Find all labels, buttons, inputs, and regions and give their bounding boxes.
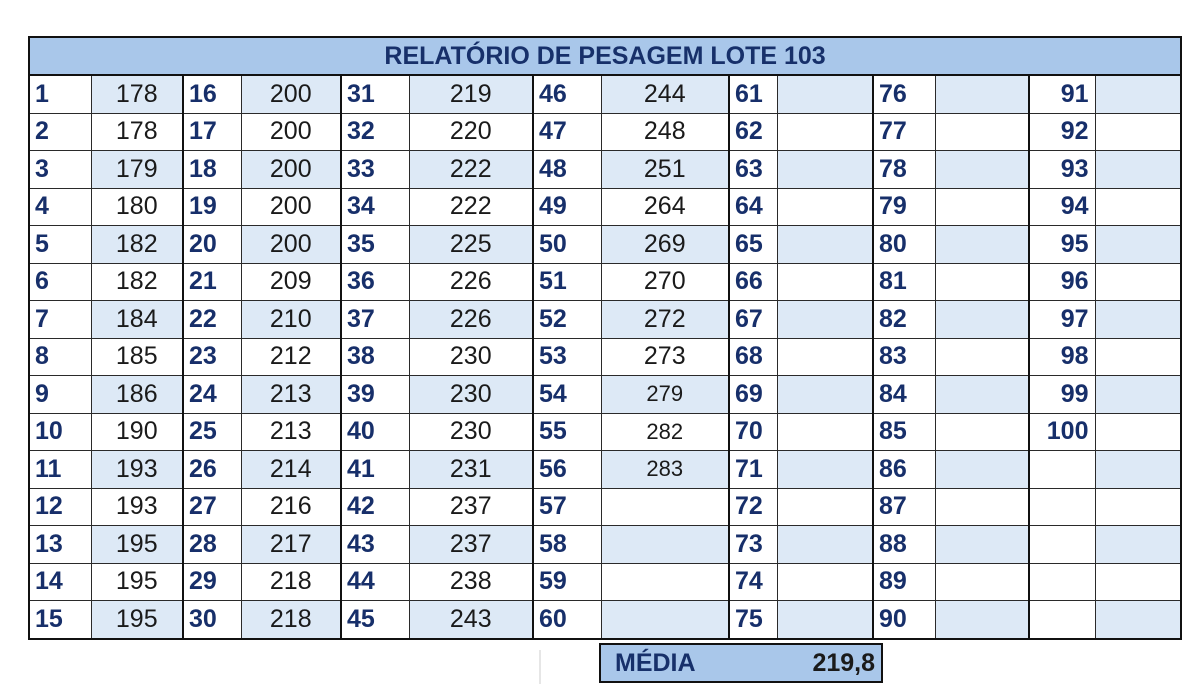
- animal-number-cell: 61: [729, 75, 777, 113]
- animal-number-cell: 33: [341, 151, 409, 189]
- weight-cell: 218: [241, 601, 341, 639]
- weight-cell: [1095, 226, 1181, 264]
- weight-cell: 210: [241, 301, 341, 339]
- animal-number-cell: 1: [29, 75, 91, 113]
- table-row: [29, 113, 1181, 151]
- weight-cell: [777, 113, 873, 151]
- weight-cell: 212: [241, 338, 341, 376]
- animal-number-cell: 22: [183, 301, 241, 339]
- animal-number-cell: 46: [533, 75, 601, 113]
- animal-number-cell: 82: [873, 301, 935, 339]
- weight-cell: 217: [241, 526, 341, 564]
- animal-number-cell: 88: [873, 526, 935, 564]
- animal-number-cell: 12: [29, 488, 91, 526]
- animal-number-cell: 60: [533, 601, 601, 639]
- weight-cell: 213: [241, 413, 341, 451]
- animal-number-cell: 54: [533, 376, 601, 414]
- weight-cell: [601, 526, 729, 564]
- animal-number-cell: 17: [183, 113, 241, 151]
- animal-number-cell: 8: [29, 338, 91, 376]
- animal-number-cell: 48: [533, 151, 601, 189]
- animal-number-cell: 16: [183, 75, 241, 113]
- animal-number-cell: 84: [873, 376, 935, 414]
- animal-number-cell: 41: [341, 451, 409, 489]
- weight-cell: 214: [241, 451, 341, 489]
- weight-cell: 272: [601, 301, 729, 339]
- weight-cell: [777, 75, 873, 113]
- animal-number-cell: 43: [341, 526, 409, 564]
- weight-cell: [1095, 151, 1181, 189]
- animal-number-cell: 7: [29, 301, 91, 339]
- weight-cell: 190: [91, 413, 183, 451]
- animal-number-cell: 96: [1029, 263, 1095, 301]
- animal-number-cell: 86: [873, 451, 935, 489]
- animal-number-cell: 27: [183, 488, 241, 526]
- weight-cell: [1095, 301, 1181, 339]
- animal-number-cell: 29: [183, 563, 241, 601]
- animal-number-cell: [1029, 526, 1095, 564]
- weight-cell: 225: [409, 226, 533, 264]
- weight-cell: 216: [241, 488, 341, 526]
- weight-cell: [1095, 601, 1181, 639]
- animal-number-cell: 93: [1029, 151, 1095, 189]
- animal-number-cell: 97: [1029, 301, 1095, 339]
- animal-number-cell: 50: [533, 226, 601, 264]
- animal-number-cell: 44: [341, 563, 409, 601]
- animal-number-cell: 51: [533, 263, 601, 301]
- weight-cell: [935, 188, 1029, 226]
- weight-cell: 220: [409, 113, 533, 151]
- weight-cell: 178: [91, 113, 183, 151]
- animal-number-cell: 57: [533, 488, 601, 526]
- weight-cell: 226: [409, 301, 533, 339]
- table-row: [29, 563, 1181, 601]
- animal-number-cell: 71: [729, 451, 777, 489]
- weight-cell: 237: [409, 526, 533, 564]
- animal-number-cell: 47: [533, 113, 601, 151]
- weight-cell: 238: [409, 563, 533, 601]
- weight-cell: [777, 488, 873, 526]
- weight-cell: 279: [601, 376, 729, 414]
- weight-cell: 178: [91, 75, 183, 113]
- animal-number-cell: 77: [873, 113, 935, 151]
- weight-cell: 222: [409, 151, 533, 189]
- animal-number-cell: 20: [183, 226, 241, 264]
- table-row: [29, 75, 1181, 113]
- table-row: [29, 413, 1181, 451]
- weight-cell: [935, 563, 1029, 601]
- weight-cell: [935, 601, 1029, 639]
- table-row: [29, 451, 1181, 489]
- animal-number-cell: 89: [873, 563, 935, 601]
- animal-number-cell: 35: [341, 226, 409, 264]
- weight-cell: [1095, 376, 1181, 414]
- weight-cell: [935, 526, 1029, 564]
- weight-cell: [1095, 526, 1181, 564]
- table-row: [29, 301, 1181, 339]
- animal-number-cell: [1029, 451, 1095, 489]
- animal-number-cell: 42: [341, 488, 409, 526]
- animal-number-cell: [1029, 488, 1095, 526]
- animal-number-cell: 85: [873, 413, 935, 451]
- weight-cell: [777, 376, 873, 414]
- table-row: [29, 376, 1181, 414]
- weight-cell: 230: [409, 376, 533, 414]
- animal-number-cell: 66: [729, 263, 777, 301]
- weight-cell: 213: [241, 376, 341, 414]
- average-label: MÉDIA: [615, 648, 696, 677]
- weight-cell: 282: [601, 413, 729, 451]
- animal-number-cell: 49: [533, 188, 601, 226]
- weight-cell: 226: [409, 263, 533, 301]
- weight-cell: 200: [241, 151, 341, 189]
- animal-number-cell: 2: [29, 113, 91, 151]
- animal-number-cell: 92: [1029, 113, 1095, 151]
- weight-cell: 230: [409, 338, 533, 376]
- weight-cell: 193: [91, 451, 183, 489]
- table-row: [29, 488, 1181, 526]
- weight-cell: 244: [601, 75, 729, 113]
- animal-number-cell: 31: [341, 75, 409, 113]
- weight-cell: 237: [409, 488, 533, 526]
- weight-cell: 218: [241, 563, 341, 601]
- animal-number-cell: 14: [29, 563, 91, 601]
- animal-number-cell: 6: [29, 263, 91, 301]
- weight-cell: [935, 376, 1029, 414]
- animal-number-cell: 15: [29, 601, 91, 639]
- weight-cell: [777, 451, 873, 489]
- weight-cell: 251: [601, 151, 729, 189]
- weight-cell: [935, 338, 1029, 376]
- animal-number-cell: 70: [729, 413, 777, 451]
- animal-number-cell: 79: [873, 188, 935, 226]
- weight-cell: 209: [241, 263, 341, 301]
- animal-number-cell: 94: [1029, 188, 1095, 226]
- weight-cell: [601, 563, 729, 601]
- weight-cell: [1095, 75, 1181, 113]
- animal-number-cell: 53: [533, 338, 601, 376]
- animal-number-cell: 65: [729, 226, 777, 264]
- weight-cell: [601, 601, 729, 639]
- animal-number-cell: 10: [29, 413, 91, 451]
- weight-cell: [935, 113, 1029, 151]
- weight-cell: 243: [409, 601, 533, 639]
- animal-number-cell: 83: [873, 338, 935, 376]
- weight-cell: [935, 488, 1029, 526]
- weight-cell: 200: [241, 188, 341, 226]
- animal-number-cell: 38: [341, 338, 409, 376]
- animal-number-cell: 25: [183, 413, 241, 451]
- weight-cell: 185: [91, 338, 183, 376]
- weight-cell: [1095, 338, 1181, 376]
- average-value: 219,8: [812, 648, 875, 677]
- animal-number-cell: 5: [29, 226, 91, 264]
- average-summary: [599, 643, 883, 683]
- table-row: [29, 151, 1181, 189]
- weight-cell: [777, 526, 873, 564]
- weight-cell: 230: [409, 413, 533, 451]
- weight-cell: 179: [91, 151, 183, 189]
- animal-number-cell: 24: [183, 376, 241, 414]
- animal-number-cell: 52: [533, 301, 601, 339]
- weight-cell: 270: [601, 263, 729, 301]
- animal-number-cell: 40: [341, 413, 409, 451]
- weight-cell: 248: [601, 113, 729, 151]
- weight-cell: [777, 263, 873, 301]
- table-row: [29, 526, 1181, 564]
- table-row: [29, 263, 1181, 301]
- animal-number-cell: 64: [729, 188, 777, 226]
- animal-number-cell: [1029, 563, 1095, 601]
- animal-number-cell: 9: [29, 376, 91, 414]
- animal-number-cell: 18: [183, 151, 241, 189]
- weight-cell: [1095, 413, 1181, 451]
- weight-cell: [1095, 188, 1181, 226]
- weight-cell: 269: [601, 226, 729, 264]
- table-row: [29, 338, 1181, 376]
- table-row: [29, 226, 1181, 264]
- animal-number-cell: 39: [341, 376, 409, 414]
- animal-number-cell: 37: [341, 301, 409, 339]
- weight-cell: [777, 151, 873, 189]
- weight-cell: [935, 263, 1029, 301]
- weight-cell: 182: [91, 226, 183, 264]
- divider-line: [539, 650, 541, 684]
- weight-cell: 195: [91, 601, 183, 639]
- weight-cell: [777, 413, 873, 451]
- animal-number-cell: 11: [29, 451, 91, 489]
- animal-number-cell: 28: [183, 526, 241, 564]
- weight-cell: 195: [91, 526, 183, 564]
- weight-cell: 200: [241, 75, 341, 113]
- animal-number-cell: 91: [1029, 75, 1095, 113]
- weight-cell: 195: [91, 563, 183, 601]
- animal-number-cell: 76: [873, 75, 935, 113]
- animal-number-cell: 34: [341, 188, 409, 226]
- animal-number-cell: 100: [1029, 413, 1095, 451]
- animal-number-cell: 32: [341, 113, 409, 151]
- weight-cell: 222: [409, 188, 533, 226]
- weight-cell: [935, 75, 1029, 113]
- weight-cell: 273: [601, 338, 729, 376]
- animal-number-cell: 45: [341, 601, 409, 639]
- weight-cell: [777, 563, 873, 601]
- weight-cell: [1095, 263, 1181, 301]
- weight-cell: 200: [241, 113, 341, 151]
- animal-number-cell: 21: [183, 263, 241, 301]
- animal-number-cell: 4: [29, 188, 91, 226]
- animal-number-cell: 81: [873, 263, 935, 301]
- animal-number-cell: [1029, 601, 1095, 639]
- weight-cell: [935, 301, 1029, 339]
- table-row: [29, 601, 1181, 639]
- animal-number-cell: 62: [729, 113, 777, 151]
- animal-number-cell: 36: [341, 263, 409, 301]
- weight-cell: [1095, 451, 1181, 489]
- report-title: RELATÓRIO DE PESAGEM LOTE 103: [29, 37, 1181, 75]
- animal-number-cell: 87: [873, 488, 935, 526]
- weighing-report-table: [28, 36, 1182, 640]
- weight-cell: [777, 226, 873, 264]
- weight-cell: [777, 338, 873, 376]
- table-row: [29, 188, 1181, 226]
- weight-cell: [935, 151, 1029, 189]
- animal-number-cell: 90: [873, 601, 935, 639]
- animal-number-cell: 26: [183, 451, 241, 489]
- animal-number-cell: 19: [183, 188, 241, 226]
- weight-cell: [1095, 488, 1181, 526]
- animal-number-cell: 13: [29, 526, 91, 564]
- animal-number-cell: 98: [1029, 338, 1095, 376]
- animal-number-cell: 63: [729, 151, 777, 189]
- weight-cell: 200: [241, 226, 341, 264]
- animal-number-cell: 75: [729, 601, 777, 639]
- animal-number-cell: 99: [1029, 376, 1095, 414]
- animal-number-cell: 58: [533, 526, 601, 564]
- weight-cell: 264: [601, 188, 729, 226]
- weight-cell: 283: [601, 451, 729, 489]
- weight-cell: [935, 451, 1029, 489]
- animal-number-cell: 69: [729, 376, 777, 414]
- animal-number-cell: 80: [873, 226, 935, 264]
- weight-cell: [777, 301, 873, 339]
- weight-cell: 182: [91, 263, 183, 301]
- weight-cell: 186: [91, 376, 183, 414]
- weight-cell: [1095, 563, 1181, 601]
- weight-cell: [601, 488, 729, 526]
- animal-number-cell: 95: [1029, 226, 1095, 264]
- weight-cell: [935, 413, 1029, 451]
- animal-number-cell: 72: [729, 488, 777, 526]
- animal-number-cell: 23: [183, 338, 241, 376]
- animal-number-cell: 56: [533, 451, 601, 489]
- weight-cell: [777, 601, 873, 639]
- animal-number-cell: 78: [873, 151, 935, 189]
- animal-number-cell: 3: [29, 151, 91, 189]
- weight-cell: [777, 188, 873, 226]
- weight-cell: [935, 226, 1029, 264]
- animal-number-cell: 73: [729, 526, 777, 564]
- animal-number-cell: 67: [729, 301, 777, 339]
- weight-cell: 180: [91, 188, 183, 226]
- weight-cell: 219: [409, 75, 533, 113]
- animal-number-cell: 68: [729, 338, 777, 376]
- animal-number-cell: 30: [183, 601, 241, 639]
- animal-number-cell: 74: [729, 563, 777, 601]
- weight-cell: 193: [91, 488, 183, 526]
- weight-cell: [1095, 113, 1181, 151]
- weight-cell: 231: [409, 451, 533, 489]
- weight-cell: 184: [91, 301, 183, 339]
- animal-number-cell: 59: [533, 563, 601, 601]
- animal-number-cell: 55: [533, 413, 601, 451]
